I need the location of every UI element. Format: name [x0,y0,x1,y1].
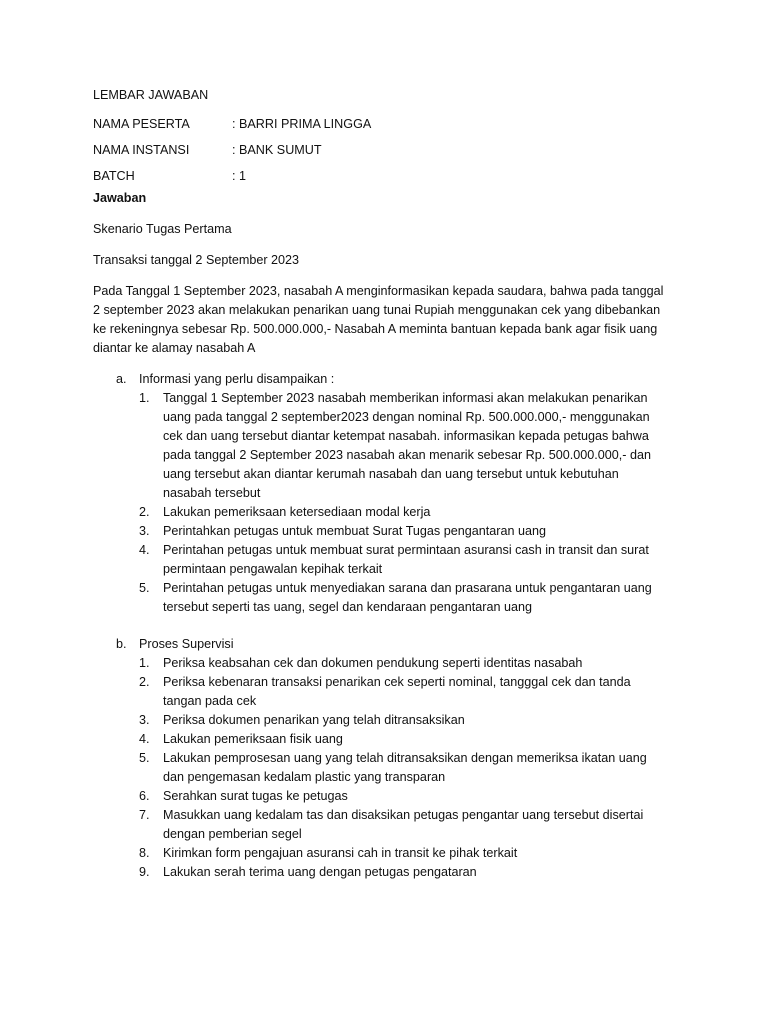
list-item [139,503,693,522]
list-item-line: dengan pemberian segel [163,827,302,841]
list-item-number: 9. [139,865,150,879]
list-item-text [163,522,693,541]
list-item-line: uang tersebut akan diantar kerumah nasabah dan uang tersebut untuk kebutuhan [163,467,619,481]
list-item-number: 4. [139,732,150,746]
list-item-line: nasabah tersebut [163,486,261,500]
field-row-nama-peserta [93,117,693,131]
field-value: : BANK SUMUT [232,143,322,157]
list-item [139,389,693,503]
section-title: Proses Supervisi [139,637,234,651]
list-item-line: Lakukan pemeriksaan ketersediaan modal kerja [163,505,431,519]
field-row-nama-instansi [93,143,693,157]
list-item-number: 5. [139,581,150,595]
list-item-text [163,787,693,806]
list-item-line: Periksa dokumen penarikan yang telah ditransaksikan [163,713,465,727]
list-item [139,787,693,806]
list-item-text [163,806,693,844]
intro-paragraph [93,282,693,358]
section-b [116,635,693,882]
list-item-line: tersebut seperti tas uang, segel dan kendaraan pengantaran uang [163,600,532,614]
list-item-line: Tanggal 1 September 2023 nasabah memberikan informasi akan melakukan penarikan [163,391,648,405]
list-item [139,541,693,579]
list-item [139,522,693,541]
list-item-number: 3. [139,713,150,727]
list-item-number: 8. [139,846,150,860]
list-item-text [163,673,693,711]
section-letter: b. [116,637,127,651]
list-item-number: 5. [139,751,150,765]
document-page [93,86,693,882]
list-item-line: tangan pada cek [163,694,257,708]
intro-line: diantar ke alamay nasabah A [93,341,256,355]
section-b-heading [116,635,693,654]
list-item-line: Masukkan uang kedalam tas dan disaksikan petugas pengantar uang tersebut disertai [163,808,644,822]
list-item-text [163,749,693,787]
list-item-line: Serahkan surat tugas ke petugas [163,789,348,803]
list-item-line: Kirimkan form pengajuan asuransi cah in transit ke pihak terkait [163,846,518,860]
list-item [139,711,693,730]
list-item-line: permintaan pengawalan kepihak terkait [163,562,383,576]
list-item [139,844,693,863]
section-a-list [139,389,693,617]
section-title: Informasi yang perlu disampaikan : [139,372,335,386]
intro-line: Pada Tanggal 1 September 2023, nasabah A menginformasikan kepada saudara, bahwa pada tanggal [93,284,664,298]
list-item-line: uang pada tanggal 2 september2023 dengan nominal Rp. 500.000.000,- menggunakan [163,410,650,424]
list-item-number: 4. [139,543,150,557]
field-value: : BARRI PRIMA LINGGA [232,117,372,131]
list-item-text [163,844,693,863]
answer-heading: Jawaban [93,191,147,205]
list-item-line: Periksa kebenaran transaksi penarikan cek seperti nominal, tangggal cek dan tanda [163,675,631,689]
section-a-heading [116,370,693,389]
list-item-number: 7. [139,808,150,822]
section-letter: a. [116,372,127,386]
list-item-text [163,389,693,503]
list-item-line: Perintahkan petugas untuk membuat Surat Tugas pengantaran uang [163,524,546,538]
field-row-batch [93,169,693,183]
list-item-line: Periksa keabsahan cek dan dokumen pendukung seperti identitas nasabah [163,656,583,670]
list-item [139,806,693,844]
list-item-line: Perintahan petugas untuk menyediakan sarana dan prasarana untuk pengantaran uang [163,581,652,595]
list-item-line: Lakukan serah terima uang dengan petugas pengataran [163,865,477,879]
list-item-number: 2. [139,505,150,519]
list-item-number: 2. [139,675,150,689]
list-item-line: cek dan uang tersebut diantar ketempat nasabah. informasikan kepada petugas bahwa [163,429,649,443]
list-item-number: 3. [139,524,150,538]
list-item [139,673,693,711]
list-item-text [163,863,693,882]
list-item-number: 6. [139,789,150,803]
list-item-line: dan pengemasan kedalam plastic yang transparan [163,770,446,784]
list-item-line: Lakukan pemprosesan uang yang telah ditransaksikan dengan memeriksa ikatan uang [163,751,647,765]
list-item-text [163,730,693,749]
field-label: BATCH [93,169,135,183]
transaction-line: Transaksi tanggal 2 September 2023 [93,253,300,267]
list-item [139,749,693,787]
list-item-number: 1. [139,391,150,405]
field-value: : 1 [232,169,247,183]
list-item [139,654,693,673]
list-item [139,730,693,749]
scenario-line: Skenario Tugas Pertama [93,222,232,236]
list-item-number: 1. [139,656,150,670]
list-item-text [163,503,693,522]
list-item [139,863,693,882]
intro-line: ke rekeningnya sebesar Rp. 500.000.000,- Nasabah A meminta bantuan kepada bank agar fisik uang [93,322,658,336]
list-item-text [163,579,693,617]
list-item-text [163,654,693,673]
field-label: NAMA PESERTA [93,117,190,131]
section-a [116,370,693,617]
section-b-list [139,654,693,882]
document-title: LEMBAR JAWABAN [93,88,209,102]
list-item-line: pada tanggal 2 September 2023 nasabah akan menarik sebesar Rp. 500.000.000,- dan [163,448,652,462]
list-item-text [163,711,693,730]
field-label: NAMA INSTANSI [93,143,190,157]
list-item [139,579,693,617]
list-item-line: Lakukan pemeriksaan fisik uang [163,732,343,746]
intro-line: 2 september 2023 akan melakukan penarikan uang tunai Rupiah menggunakan cek yang dibebankan [93,303,661,317]
list-item-text [163,541,693,579]
list-item-line: Perintahan petugas untuk membuat surat permintaan asuransi cash in transit dan surat [163,543,649,557]
